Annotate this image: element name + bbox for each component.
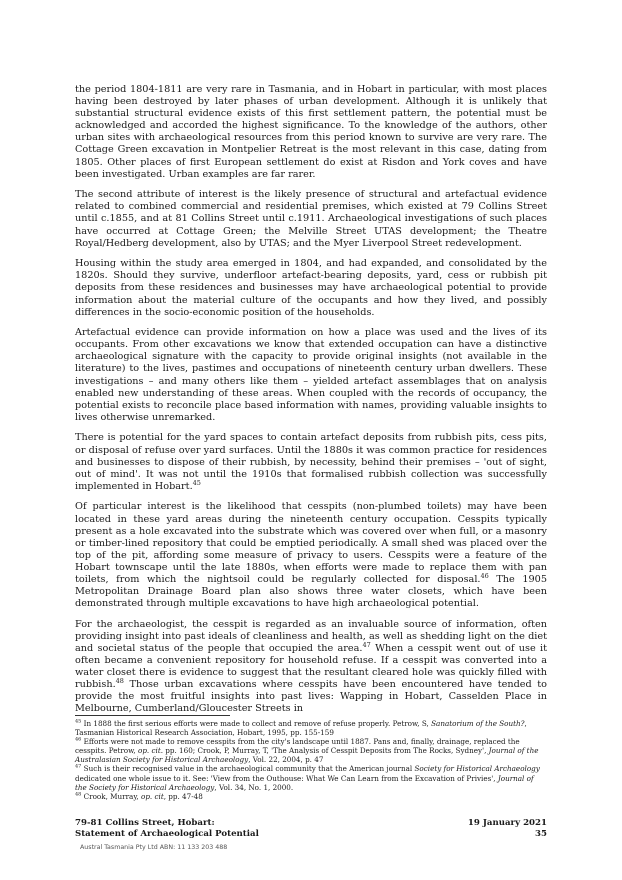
document-date: 19 January 2021 xyxy=(467,818,547,828)
footnotes xyxy=(75,719,547,801)
paragraph: There is potential for the yard spaces to contain artefact deposits from rubbish pits, cess pits, or disposal of refuse over yard surfaces. Until the 1880s it was common practice for residences and businesses to dispose of their rubbish, by necessity, behind their premises – 'out of sight, out of mind'. It was not until the 1910s that formalised rubbish collection was successfully implemented in Hobart.$^{45}$ xyxy=(75,432,547,492)
company-details: Austral Tasmania Pty Ltd ABN: 11 133 203 488 xyxy=(80,844,228,851)
footnote-reference[interactable]: 48 xyxy=(115,676,124,685)
footer-title-line: 79-81 Collins Street, Hobart: xyxy=(75,818,215,828)
footnote-reference[interactable]: 46 xyxy=(480,571,489,580)
paragraph: For the archaeologist, the cesspit is regarded as an invaluable source of information, often providing insight into past ideals of cleanliness and health, as well as shedding light on the diet and societal status of the people that occupied the area.$^{47}$ When a cesspit went out of use it often became a convenient repository for household refuse. If a cesspit was converted into a water closet there is evidence to suggest that the resultant cleared hole was quickly filled with rubbish.$^{48}$ Those urban excavations where cesspits have been encountered have tended to provide the most fruitful insights into past lives: Wapping in Hobart, Casselden Place in Melbourne, Cumberland/Gloucester Streets in xyxy=(75,618,547,715)
paragraph: Artefactual evidence can provide information on how a place was used and the lives of its occupants. From other excavations we know that extended occupation can have a distinctive archaeological signature with the capacity to provide original insights (not available in the literature) to the lives, pastimes and occupations of nineteenth century urban dwellers. These investigations – and many others like them – yielded artefact assemblages that on analysis enabled new understanding of these areas. When coupled with the records of occupancy, the potential exists to reconcile place based information with names, providing valuable insights to lives otherwise unremarked. xyxy=(75,327,547,423)
footnote-48: $^{48}$ Crook, Murray, op. cit, pp. 47-48 xyxy=(75,791,203,801)
footnote-reference[interactable]: 47 xyxy=(362,640,371,649)
paragraph: Of particular interest is the likelihood that cesspits (non-plumbed toilets) may have been located in these yard areas during the nineteenth century occupation. Cesspits typically present as a hole excavated into the substrate which was covered over when full, or a masonry or timber-lined repository that could be emptied periodically. A small shed was placed over the top of the pit, affording some measure of privacy to users. Cesspits were a feature of the Hobart townscape until the late 1880s, when efforts were made to replace them with pan toilets, from which the nightsoil could be regularly collected for disposal.$^{46}$ The 1905 Metropolitan Drainage Board plan also shows three water closets, which have been demonstrated through multiple excavations to have high archaeological potential. xyxy=(75,501,547,610)
footnote-46: $^{46}$ Efforts were not made to remove cesspits from the city's landscape until 1887. Pans and, finally, drainage, replaced the cesspits. Petrow, op. cit. pp. 160; Crook, P, Murray, T, 'The Analysis of Cesspit Deposits from The Rocks, Sydney', Journal of the Australasian Society for Historical Archaeology, Vol. 22, 2004, p. 47 xyxy=(75,736,539,765)
paragraph: The second attribute of interest is the likely presence of structural and artefactual evidence related to combined commercial and residential premises, which existed at 79 Collins Street until c.1855, and at 81 Collins Street until c.1911. Archaeological investigations of such places have occurred at Cottage Green; the Melville Street UTAS development; the Theatre Royal/Hedberg development, also by UTAS; and the Myer Liverpool Street redevelopment. xyxy=(75,189,547,249)
footnote-47: $^{47}$ Such is their recognised value in the archaeological community that the American journal Society for Historical Archaeology dedicated one whole issue to it. See: 'View from the Outhouse: What We Can Learn from the Excavation of Privies', Journal of the Society for Historical Archaeology, Vol. 34, No. 1, 2000. xyxy=(75,764,540,792)
paragraph: the period 1804-1811 are very rare in Tasmania, and in Hobart in particular, with most places having been destroyed by later phases of urban development. Although it is unlikely that substantial structural evidence exists of this first settlement pattern, the potential must be acknowledged and accorded the highest significance. To the knowledge of the authors, other urban sites with archaeological resources from this period known to survive are very rare. The Cottage Green excavation in Montpelier Retreat is the most relevant in this case, dating from 1805. Other places of first European settlement do exist at Risdon and York coves and have been investigated. Urban examples are far rarer. xyxy=(75,84,547,180)
footnote-reference[interactable]: 45 xyxy=(192,478,201,487)
document-title xyxy=(75,818,259,839)
footer-title-line: Statement of Archaeological Potential xyxy=(75,828,259,839)
paragraph: Housing within the study area emerged in 1804, and had expanded, and consolidated by the 1820s. Should they survive, underfloor artefact-bearing deposits, yard, cess or rubbish pit deposits from these residences and businesses may have archaeological potential to provide information about the material culture of the occupants and how they lived, and possibly differences in the socio-economic position of the households. xyxy=(75,258,547,318)
footnote-divider xyxy=(75,715,230,716)
footer-meta xyxy=(468,818,547,839)
footnote-45: $^{45}$ In 1888 the first serious efforts were made to collect and remove of refuse properly. Petrow, S, Sanatorium of the South?, Tasmanian Historical Research Association, Hobart, 1995, pp. 155-159 xyxy=(75,718,527,738)
body-text xyxy=(75,84,547,724)
page-number: 35 xyxy=(535,828,547,839)
